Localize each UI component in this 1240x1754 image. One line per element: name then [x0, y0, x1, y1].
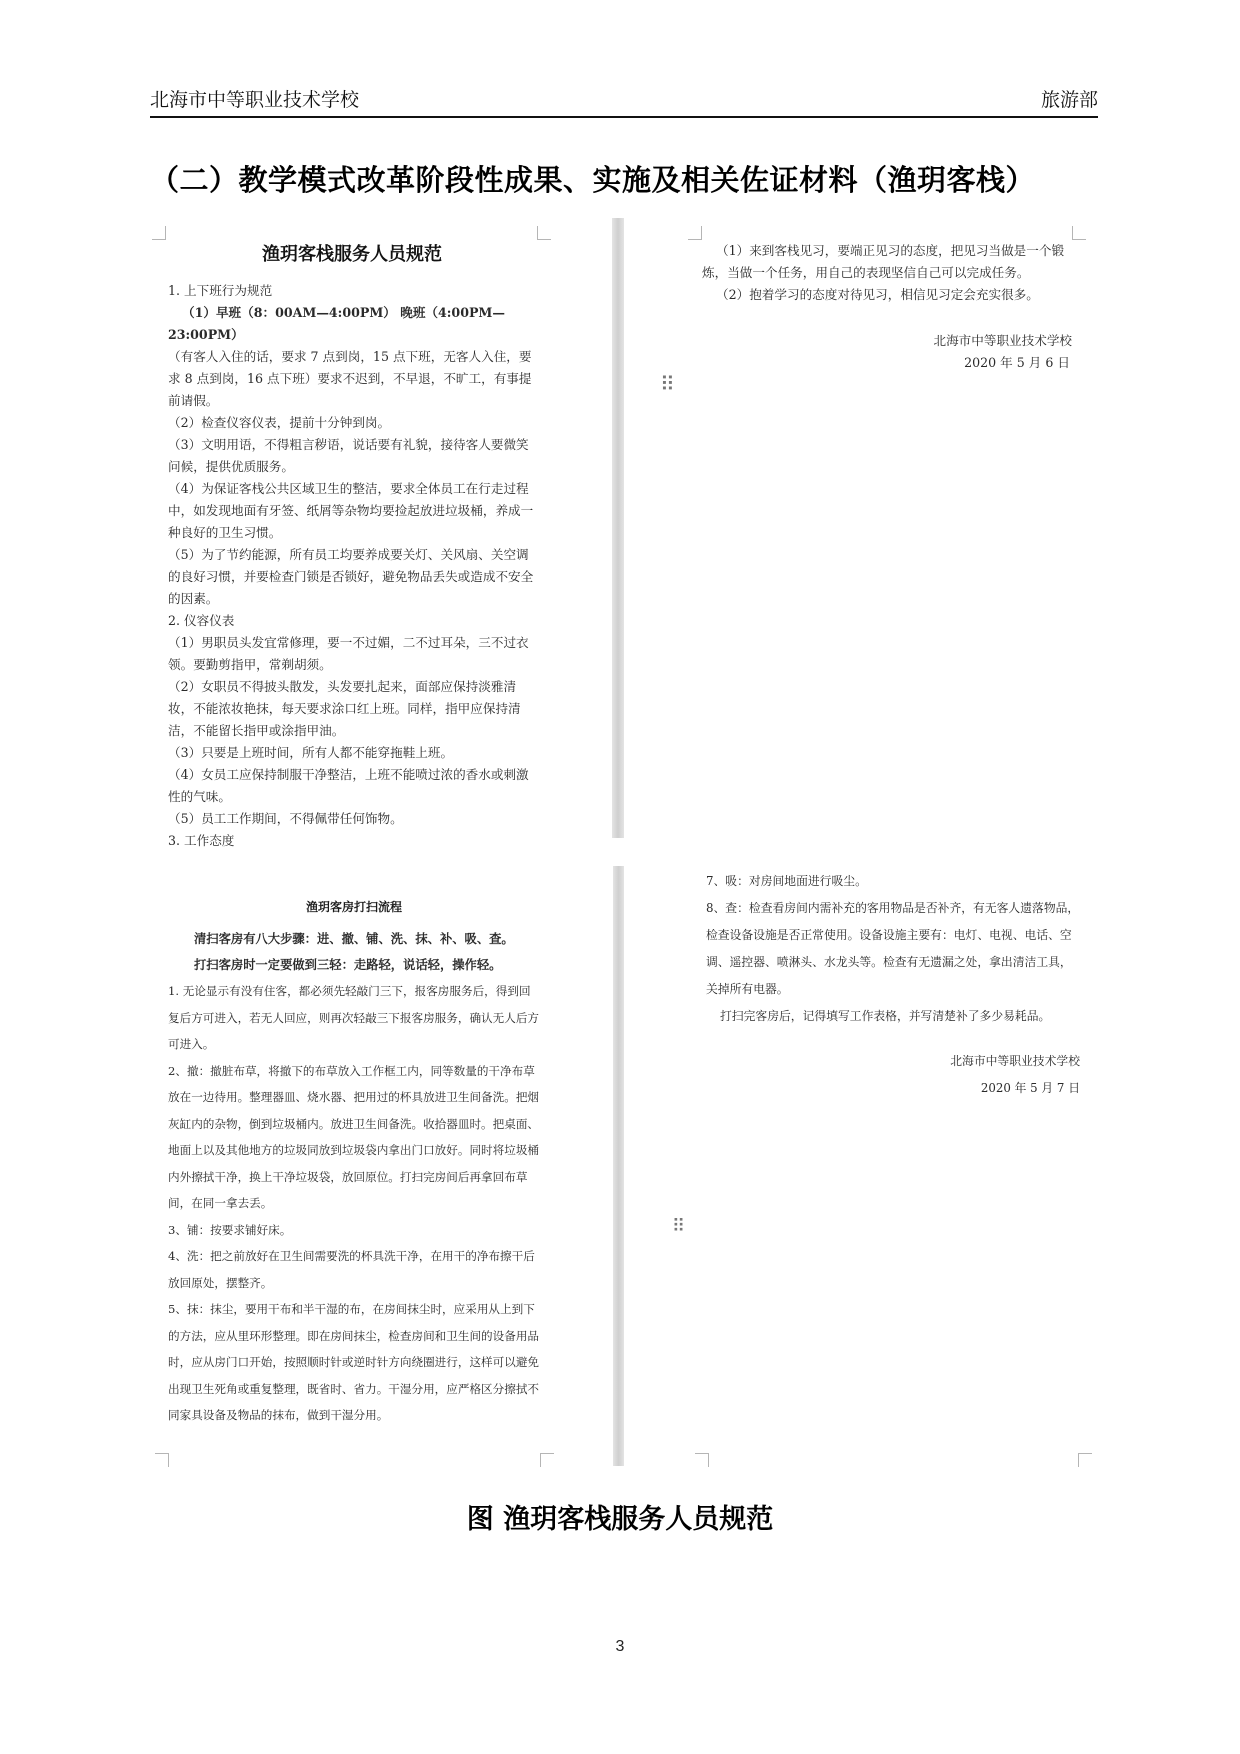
scan-page-cleaning-continued	[706, 868, 1080, 1128]
signature-school: 北海市中等职业技术学校	[950, 1054, 1080, 1068]
step-text: 4、洗：把之前放好在卫生间需要洗的杯具洗干净，在用干的净布擦干后放回原处，摆整齐。	[168, 1249, 535, 1290]
figure-caption: 图 渔玥客栈服务人员规范	[466, 1504, 774, 1535]
step-text: 2、撤：撤脏布草，将撤下的布草放入工作框工内，同等数量的干净布草放在一边待用。整理器皿、烧水器、把用过的杯具放进卫生间备洗。把烟灰缸内的杂物，倒到垃圾桶内。放进卫生间备洗。收拾器皿时。把桌面、地面上以及其他地方的垃圾同放到垃圾袋内拿出门口放好。同时将垃圾桶内外擦拭干净，换上干净垃圾袋，放回原位。打扫完房间后再拿回布草间，在同一拿去丢。	[168, 1063, 540, 1210]
rule-text: （4）为保证客栈公共区域卫生的整洁，要求全体员工在行走过程中，如发现地面有牙签、纸屑等杂物均要捡起放进垃圾桶，养成一种良好的卫生习惯。	[168, 481, 534, 540]
step-text: 5、抹：抹尘，要用干布和半干湿的布，在房间抹尘时，应采用从上到下的方法，应从里环形整理。即在房间抹尘，检查房间和卫生间的设备用品时，应从房门口开始，按照顺时针或逆时针方向绕圈进行，这样可以避免出现卫生死角或重复整理，既省时、省力。干湿分用，应严格区分擦拭不同家具设备及物品的抹布，做到干湿分用。	[168, 1302, 540, 1422]
rule-text: （2）检查仪容仪表，提前十分钟到岗。	[168, 415, 391, 430]
crop-mark	[688, 226, 702, 240]
crop-mark	[540, 1453, 554, 1467]
shift-times: （1）早班（8：00AM—4:00PM） 晚班（4:00PM—23:00PM）	[168, 305, 505, 342]
rule-text: （5）为了节约能源，所有员工均要养成要关灯、关风扇、关空调的良好习惯，并要检查门锁是否锁好，避免物品丢失或造成不安全的因素。	[168, 547, 534, 606]
header-department: 旅游部	[1040, 89, 1098, 111]
page-divider	[612, 218, 624, 838]
section-title: （二）教学模式改革阶段性成果、实施及相关佐证材料（渔玥客栈）	[150, 163, 1036, 197]
signature-school: 北海市中等职业技术学校	[933, 333, 1072, 348]
signature-date: 2020 年 5 月 6 日	[964, 355, 1070, 370]
scan-page-cleaning-process	[168, 898, 540, 1453]
crop-mark	[155, 1453, 169, 1467]
header-school: 北海市中等职业技术学校	[150, 89, 360, 111]
rule-text: （1）男职员头发宜常修理，要一不过媚，二不过耳朵，三不过衣领。要勤剪指甲，常剃胡须。	[168, 635, 529, 672]
drag-handle-icon[interactable]: ⠿	[672, 1216, 683, 1237]
document-title: 渔玥客房打扫流程	[305, 900, 402, 914]
rule-text: （3）文明用语，不得粗言秽语，说话要有礼貌，接待客人要微笑问候，提供优质服务。	[168, 437, 529, 474]
step-text: 3、铺：按要求铺好床。	[168, 1222, 292, 1237]
scan-page-work-attitude	[702, 240, 1072, 420]
crop-mark	[1072, 226, 1086, 240]
step-text: 8、查：检查看房间内需补充的客用物品是否补齐，有无客人遗落物品，检查设备设施是否正常使用。设备设施主要有：电灯、电视、电话、空调、遥控器、喷淋头、水龙头等。检查有无遗漏之处，拿出清洁工具，关掉所有电器。	[706, 901, 1080, 996]
crop-mark	[537, 226, 551, 240]
crop-mark	[1078, 1453, 1092, 1467]
rule-text: （2）女职员不得披头散发，头发要扎起来，面部应保持淡雅清妆，不能浓妆艳抹，每天要求涂口红上班。同样，指甲应保持清洁，不能留长指甲或涂指甲油。	[168, 679, 521, 738]
crop-mark	[695, 1453, 709, 1467]
section-heading: 3. 工作态度	[168, 833, 235, 848]
scan-page-staff-standards	[168, 240, 536, 848]
document-title: 渔玥客栈服务人员规范	[262, 244, 442, 265]
step-text: 1. 无论显示有没有住客，都必须先轻敲门三下，报客房服务后，得到回复后方可进入，若无人回应，则再次轻敲三下报客房服务，确认无人后方可进入。	[168, 984, 540, 1051]
steps-summary: 清扫客房有八大步骤：进、撤、铺、洗、抹、补、吸、查。	[194, 931, 514, 946]
page-divider	[613, 866, 624, 1466]
three-light-rule: 打扫客房时一定要做到三轻：走路轻，说话轻，操作轻。	[194, 957, 502, 972]
step-text: 7、吸：对房间地面进行吸尘。	[706, 874, 867, 888]
signature-date: 2020 年 5 月 7 日	[980, 1081, 1080, 1095]
section-heading: 1. 上下班行为规范	[168, 283, 273, 298]
rule-text: （4）女员工应保持制服干净整洁，上班不能喷过浓的香水或刺激性的气味。	[168, 767, 529, 804]
drag-handle-icon[interactable]: ⠿	[660, 372, 672, 396]
rule-text: （有客人入住的话，要求 7 点到岗，15 点下班，无客人入住，要求 8 点到岗，16 点下班）要求不迟到，不早退，不旷工，有事提前请假。	[168, 349, 532, 408]
rule-text: （5）员工工作期间，不得佩带任何饰物。	[168, 811, 403, 826]
rule-text: （1）来到客栈见习，要端正见习的态度，把见习当做是一个锻炼，当做一个任务，用自己的表现坚信自己可以完成任务。	[702, 243, 1065, 280]
rule-text: （3）只要是上班时间，所有人都不能穿拖鞋上班。	[168, 745, 454, 760]
step-text: 打扫完客房后，记得填写工作表格，并写清楚补了多少易耗品。	[720, 1009, 1051, 1023]
page-number: 3	[615, 1638, 625, 1655]
crop-mark	[152, 226, 166, 240]
rule-text: （2）抱着学习的态度对待见习，相信见习定会充实很多。	[716, 287, 1039, 302]
section-heading: 2. 仪容仪表	[168, 613, 235, 628]
page-header	[150, 86, 1098, 118]
